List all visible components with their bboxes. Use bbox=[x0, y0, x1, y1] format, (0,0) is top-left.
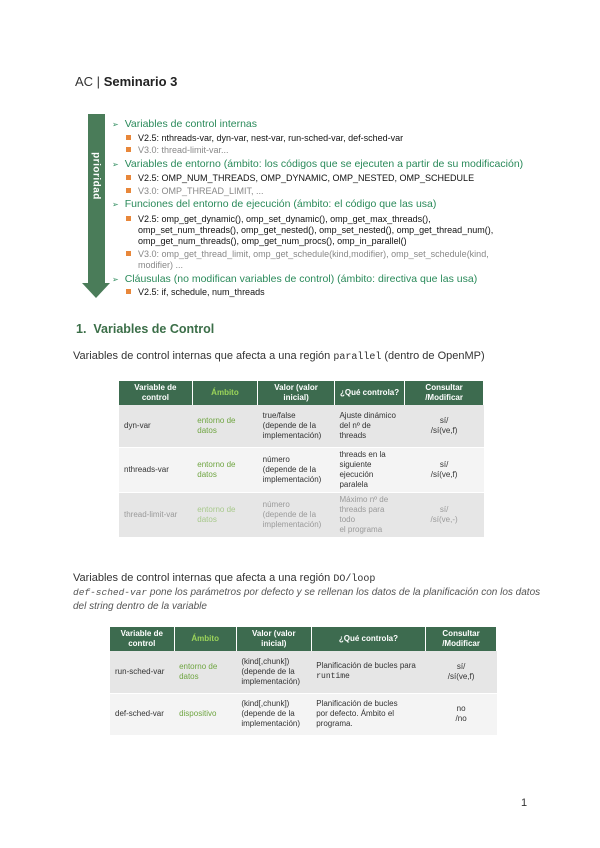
control-vars-loop-table bbox=[110, 627, 497, 736]
intro1-text: Variables de control internas que afecta a una región bbox=[73, 350, 334, 362]
priority-arrow-head bbox=[82, 283, 110, 298]
variable-name-cell: thread-limit-var bbox=[119, 492, 192, 537]
square-bullet-icon bbox=[126, 135, 131, 140]
value-line: implementación) bbox=[262, 474, 322, 484]
query-modify-line: sí/ bbox=[439, 459, 449, 469]
value-line: true/false bbox=[262, 410, 296, 420]
outline-heading bbox=[112, 118, 257, 130]
controls-line: ejecución paralela bbox=[339, 469, 374, 489]
table1-intro bbox=[73, 350, 485, 363]
query-modify-cell bbox=[405, 447, 484, 492]
page-number: 1 bbox=[521, 797, 528, 809]
query-modify-line: /sí(ve,f) bbox=[447, 671, 475, 681]
outline-item-text: V2.5: if, schedule, num_threads bbox=[138, 287, 265, 297]
controls-line: por defecto. Ámbito el bbox=[316, 709, 395, 718]
query-modify-line: sí/ bbox=[439, 504, 449, 514]
outline-item-line bbox=[126, 214, 493, 225]
query-modify-line: /sí(ve,f) bbox=[430, 425, 458, 435]
scope-cell: entorno de datos bbox=[174, 651, 236, 693]
page-header bbox=[75, 74, 177, 89]
arrow-bullet-icon: ➢ bbox=[112, 200, 119, 209]
def-sched-note bbox=[73, 586, 543, 614]
outline-item-text: V2.5: nthreads-var, dyn-var, nest-var, run-sched-var, def-sched-var bbox=[138, 133, 404, 143]
query-modify-line: /sí(ve,-) bbox=[430, 514, 458, 524]
value-line: implementación) bbox=[241, 719, 301, 728]
column-header: Valor (valor inicial) bbox=[236, 627, 311, 651]
arrow-bullet-icon: ➢ bbox=[112, 120, 119, 129]
outline-heading bbox=[112, 198, 436, 210]
query-modify-line: /no bbox=[455, 714, 467, 723]
outline-heading-label: Funciones del entorno de ejecución (ámbito: el código que las usa) bbox=[124, 198, 437, 210]
controls-line: threads en la bbox=[339, 449, 386, 459]
column-header: Ámbito bbox=[174, 627, 236, 651]
outline-item bbox=[126, 249, 489, 271]
outline-item-text: omp_set_num_threads(), omp_get_nested(), omp_set_nested(), omp_get_thread_num(), bbox=[138, 225, 494, 235]
controls-line: siguiente bbox=[339, 459, 372, 469]
scope-cell: entorno de datos bbox=[192, 447, 257, 492]
outline-item bbox=[126, 145, 229, 156]
query-modify-cell bbox=[426, 651, 497, 693]
variable-name-cell: dyn-var bbox=[119, 405, 192, 447]
value-line: (depende de la bbox=[241, 709, 295, 718]
square-bullet-icon bbox=[126, 289, 131, 294]
controls-cell bbox=[311, 693, 425, 735]
outline-item-text: V3.0: thread-limit-var... bbox=[138, 145, 229, 155]
arrow-bullet-icon: ➢ bbox=[112, 275, 119, 284]
outline-item bbox=[126, 173, 474, 184]
query-modify-cell bbox=[405, 405, 484, 447]
controls-line: el programa bbox=[339, 524, 383, 534]
variable-name-cell: nthreads-var bbox=[119, 447, 192, 492]
outline-item-line bbox=[126, 260, 489, 271]
table-header-row bbox=[110, 627, 497, 651]
outline-item-line bbox=[126, 173, 474, 184]
control-vars-parallel-table bbox=[119, 381, 484, 538]
column-header: Consultar /Modificar bbox=[405, 381, 484, 405]
outline-item-text: V3.0: OMP_THREAD_LIMIT, ... bbox=[138, 186, 264, 196]
table-header-row bbox=[119, 381, 484, 405]
outline-item-line bbox=[126, 225, 493, 236]
outline-item-text: modifier) ... bbox=[138, 260, 184, 270]
value-cell bbox=[258, 405, 335, 447]
outline-heading-label: Cláusulas (no modifican variables de control) (ámbito: directiva que las usa) bbox=[124, 273, 478, 285]
value-cell bbox=[236, 651, 311, 693]
controls-line: threads para todo bbox=[339, 504, 385, 524]
controls-line: del nº de threads bbox=[339, 420, 371, 440]
outline-item bbox=[126, 287, 265, 298]
table-row bbox=[119, 492, 484, 537]
controls-line: programa. bbox=[316, 719, 353, 728]
table2-intro bbox=[73, 572, 375, 585]
outline-item-text: V2.5: omp_get_dynamic(), omp_set_dynamic(), omp_get_max_threads(), bbox=[138, 214, 431, 224]
outline-item-line bbox=[126, 249, 489, 260]
arrow-bullet-icon: ➢ bbox=[112, 160, 119, 169]
value-line: (kind[,chunk]) bbox=[241, 656, 290, 666]
value-line: número bbox=[262, 454, 290, 464]
scope-cell: dispositivo bbox=[174, 693, 236, 735]
square-bullet-icon bbox=[126, 175, 131, 180]
value-line: (depende de la bbox=[241, 666, 295, 676]
query-modify-line: sí/ bbox=[456, 661, 466, 671]
value-line: (depende de la bbox=[262, 509, 317, 519]
outline-item bbox=[126, 186, 264, 197]
section-heading bbox=[76, 322, 214, 336]
column-header: Variable de control bbox=[119, 381, 192, 405]
outline-item-text: omp_get_num_threads(), omp_get_num_procs(), omp_in_parallel() bbox=[138, 236, 407, 246]
intro1-tail: (dentro de OpenMP) bbox=[381, 350, 485, 362]
table-row bbox=[110, 693, 497, 735]
query-modify-line: /sí(ve,f) bbox=[430, 469, 458, 479]
value-cell bbox=[258, 492, 335, 537]
controls-line: Máximo nº de bbox=[339, 494, 389, 504]
controls-line: Ajuste dinámico bbox=[339, 410, 396, 420]
priority-label: prioridad bbox=[90, 152, 102, 200]
intro2-text: Variables de control internas que afecta a una región bbox=[73, 572, 334, 584]
intro2-code: DO/loop bbox=[333, 574, 376, 585]
value-cell bbox=[236, 693, 311, 735]
query-modify-cell bbox=[405, 492, 484, 537]
controls-line: Planificación de bucles para bbox=[316, 661, 416, 671]
outline-item-line bbox=[126, 236, 493, 247]
controls-cell bbox=[334, 405, 404, 447]
column-header: Ámbito bbox=[192, 381, 257, 405]
value-line: implementación) bbox=[241, 676, 301, 686]
table-row bbox=[119, 405, 484, 447]
outline-heading bbox=[112, 158, 523, 170]
table-row bbox=[110, 651, 497, 693]
outline-heading bbox=[112, 273, 477, 285]
outline-heading-label: Variables de control internas bbox=[124, 118, 257, 130]
value-line: implementación) bbox=[262, 430, 322, 440]
query-modify-line: sí/ bbox=[439, 415, 449, 425]
intro1-code: parallel bbox=[333, 352, 382, 363]
controls-cell bbox=[334, 492, 404, 537]
outline-item-line bbox=[126, 186, 264, 197]
outline-item-text: V3.0: omp_get_thread_limit, omp_get_schedule(kind,modifier), omp_set_schedule(kind, bbox=[138, 249, 489, 259]
scope-cell: entorno de datos bbox=[192, 492, 257, 537]
controls-cell bbox=[311, 651, 425, 693]
controls-code: runtime bbox=[316, 672, 350, 682]
value-line: (depende de la bbox=[262, 420, 317, 430]
scope-cell: entorno de datos bbox=[192, 405, 257, 447]
table-row bbox=[119, 447, 484, 492]
column-header: Variable de control bbox=[110, 627, 174, 651]
note-code: def-sched-var bbox=[73, 587, 148, 598]
outline-item bbox=[126, 133, 403, 144]
variable-name-cell: run-sched-var bbox=[110, 651, 174, 693]
column-header: ¿Qué controla? bbox=[334, 381, 404, 405]
query-modify-cell bbox=[426, 693, 497, 735]
section-title: Variables de Control bbox=[93, 322, 215, 336]
value-cell bbox=[258, 447, 335, 492]
outline-item bbox=[126, 214, 493, 247]
square-bullet-icon bbox=[126, 251, 131, 256]
value-line: implementación) bbox=[262, 519, 322, 529]
outline-item-line bbox=[126, 133, 403, 144]
outline-item-line bbox=[126, 145, 229, 156]
column-header: ¿Qué controla? bbox=[311, 627, 425, 651]
column-header: Valor (valor inicial) bbox=[258, 381, 335, 405]
course-label: AC | bbox=[75, 74, 101, 89]
controls-line: Planificación de bucles bbox=[316, 699, 398, 708]
query-modify-line: no bbox=[456, 704, 466, 713]
section-number: 1. bbox=[76, 322, 87, 336]
outline-item-text: V2.5: OMP_NUM_THREADS, OMP_DYNAMIC, OMP_NESTED, OMP_SCHEDULE bbox=[138, 173, 475, 183]
square-bullet-icon bbox=[126, 216, 131, 221]
controls-cell bbox=[334, 447, 404, 492]
value-line: número bbox=[262, 499, 290, 509]
column-header: Consultar /Modificar bbox=[426, 627, 497, 651]
variable-name-cell: def-sched-var bbox=[110, 693, 174, 735]
value-line: (kind[,chunk]) bbox=[241, 699, 290, 708]
note-text: pone los parámetros por defecto y se rellenan los datos de la planificación con los datos del string dentro de la variable bbox=[73, 587, 541, 612]
value-line: (depende de la bbox=[262, 464, 317, 474]
outline-heading-label: Variables de entorno (ámbito: los códigos que se ejecuten a partir de su modificación) bbox=[124, 158, 524, 170]
square-bullet-icon bbox=[126, 188, 131, 193]
square-bullet-icon bbox=[126, 147, 131, 152]
outline-item-line bbox=[126, 287, 265, 298]
document-title: Seminario 3 bbox=[103, 74, 178, 89]
